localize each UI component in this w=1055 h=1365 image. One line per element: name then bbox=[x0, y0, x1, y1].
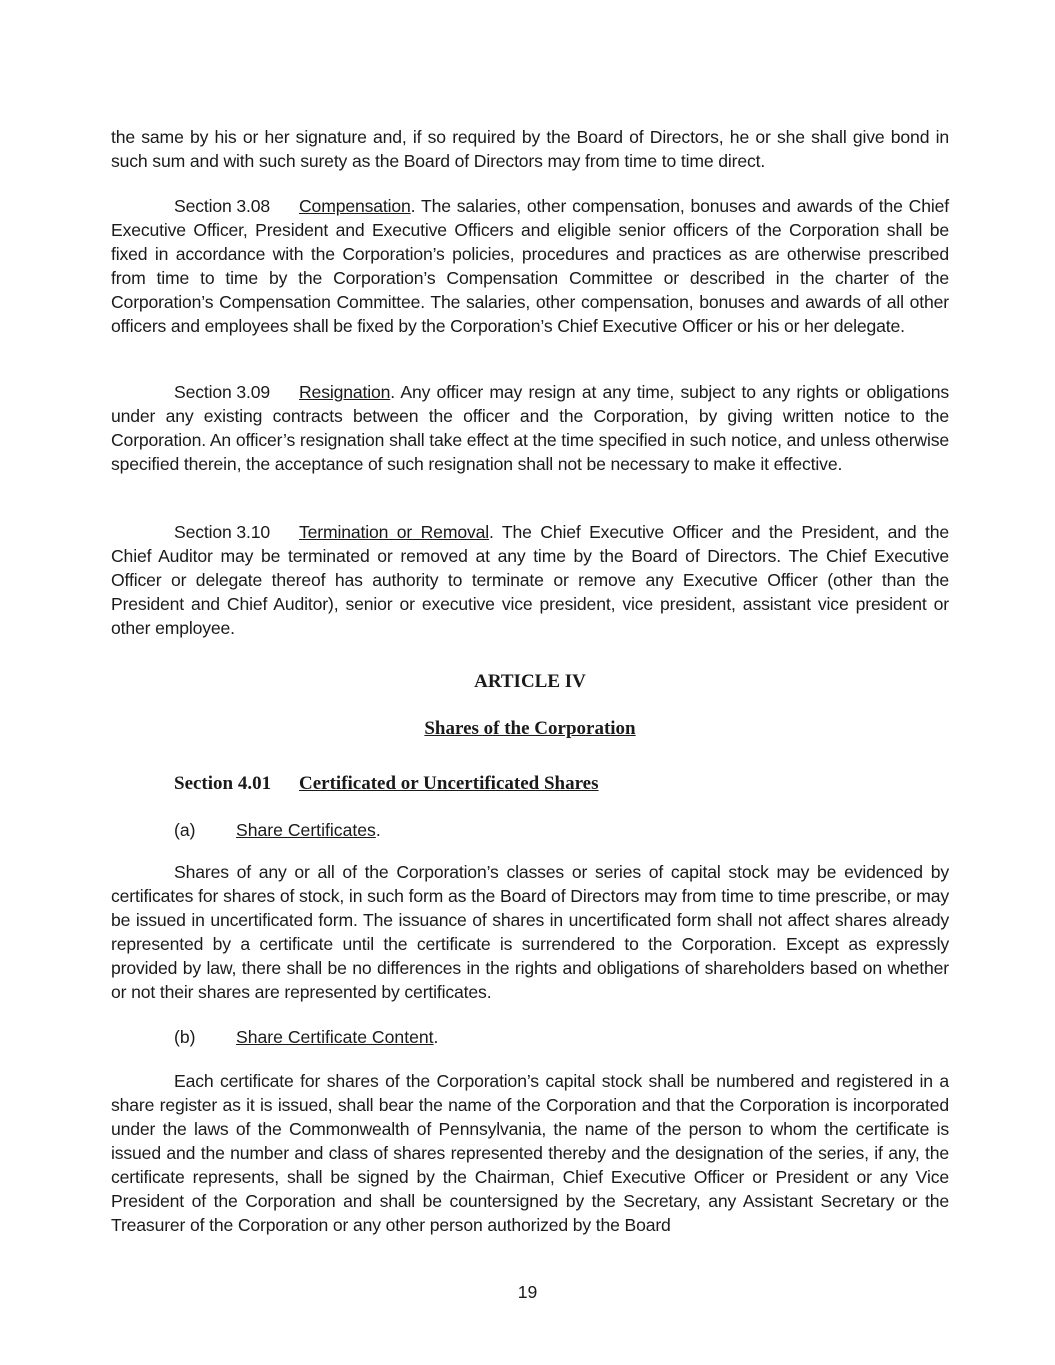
section-3-10-number: Section 3.10 bbox=[174, 522, 271, 542]
section-3-08-body: . The salaries, other compensation, bonuses and awards of the Chief Executive Officer, President and Executive Officers and eligible senior officers of the Corporation shall be fixed in accordance with the Corporation’s policies, procedures and practices as are otherwise prescribed from time to time by the Corporation’s Compensation Committee or described in the charter of the Corporation’s Compensation Committee. The salaries, other compensation, bonuses and awards of all other officers and employees shall be fixed by the Corporation’s Chief Executive Officer or his or her delegate. bbox=[111, 196, 949, 336]
article-subheading: Shares of the Corporation bbox=[424, 718, 636, 739]
subsection-a-label: (a) bbox=[174, 820, 196, 840]
section-3-10-paragraph bbox=[111, 520, 949, 640]
subsection-a-punct: . bbox=[375, 820, 381, 840]
article-heading: ARTICLE IV bbox=[474, 671, 586, 692]
subsection-b-punct: . bbox=[433, 1027, 439, 1047]
section-3-09-paragraph bbox=[111, 380, 949, 476]
section-3-08-paragraph bbox=[111, 194, 949, 338]
section-4-01-heading bbox=[174, 772, 599, 796]
page-number: 19 bbox=[517, 1282, 538, 1302]
subsection-b-title: Share Certificate Content bbox=[236, 1027, 434, 1047]
subsection-a-title: Share Certificates bbox=[236, 820, 376, 840]
subsection-a-paragraph: Shares of any or all of the Corporation’s classes or series of capital stock may be evidenced by certificates for shares of stock, in such form as the Board of Directors may from time to time prescribe, or may be issued in uncertificated form. The issuance of shares in uncertificated form shall not affect shares already represented by a certificate until the certificate is surrendered to the Corporation. Except as expressly provided by law, there shall be no differences in the rights and obligations of shareholders based on whether or not their shares are represented by certificates. bbox=[111, 862, 949, 1002]
section-3-10-body: . The Chief Executive Officer and the President, and the Chief Auditor may be terminated or removed at any time by the Board of Directors. The Chief Executive Officer or delegate thereof has authority to terminate or remove any Executive Officer (other than the President and Chief Auditor), senior or executive vice president, vice president, assistant vice president or other employee. bbox=[111, 522, 949, 638]
section-3-10-title: Termination or Removal bbox=[299, 522, 489, 542]
subsection-b-heading bbox=[174, 1025, 438, 1049]
section-4-01-number: Section 4.01 bbox=[174, 773, 272, 794]
subsection-b-label: (b) bbox=[174, 1027, 196, 1047]
section-3-08-title: Compensation bbox=[299, 196, 411, 216]
section-3-09-number: Section 3.09 bbox=[174, 382, 271, 402]
subsection-a-heading bbox=[174, 818, 381, 842]
section-3-08-number: Section 3.08 bbox=[174, 196, 271, 216]
section-3-09-title: Resignation bbox=[299, 382, 391, 402]
subsection-b-paragraph: Each certificate for shares of the Corporation’s capital stock shall be numbered and registered in a share register as it is issued, shall bear the name of the Corporation and that the Corporation is incorporated under the laws of the Commonwealth of Pennsylvania, the name of the person to whom the certificate is issued and the number and class of shares represented thereby and the designation of the series, if any, the certificate represents, shall be signed by the Chairman, Chief Executive Officer or President or any Vice President of the Corporation and shall be countersigned by the Secretary, any Assistant Secretary or the Treasurer of the Corporation or any other person authorized by the Board bbox=[111, 1071, 949, 1235]
section-4-01-title: Certificated or Uncertificated Shares bbox=[299, 773, 599, 794]
intro-paragraph: the same by his or her signature and, if so required by the Board of Directors, he or she shall give bond in such sum and with such surety as the Board of Directors may from time to time direct. bbox=[111, 127, 949, 171]
section-3-09-body: . Any officer may resign at any time, subject to any rights or obligations under any existing contracts between the officer and the Corporation, by giving written notice to the Corporation. An officer’s resignation shall take effect at the time specified in such notice, and unless otherwise specified therein, the acceptance of such resignation shall not be necessary to make it effective. bbox=[111, 382, 949, 474]
